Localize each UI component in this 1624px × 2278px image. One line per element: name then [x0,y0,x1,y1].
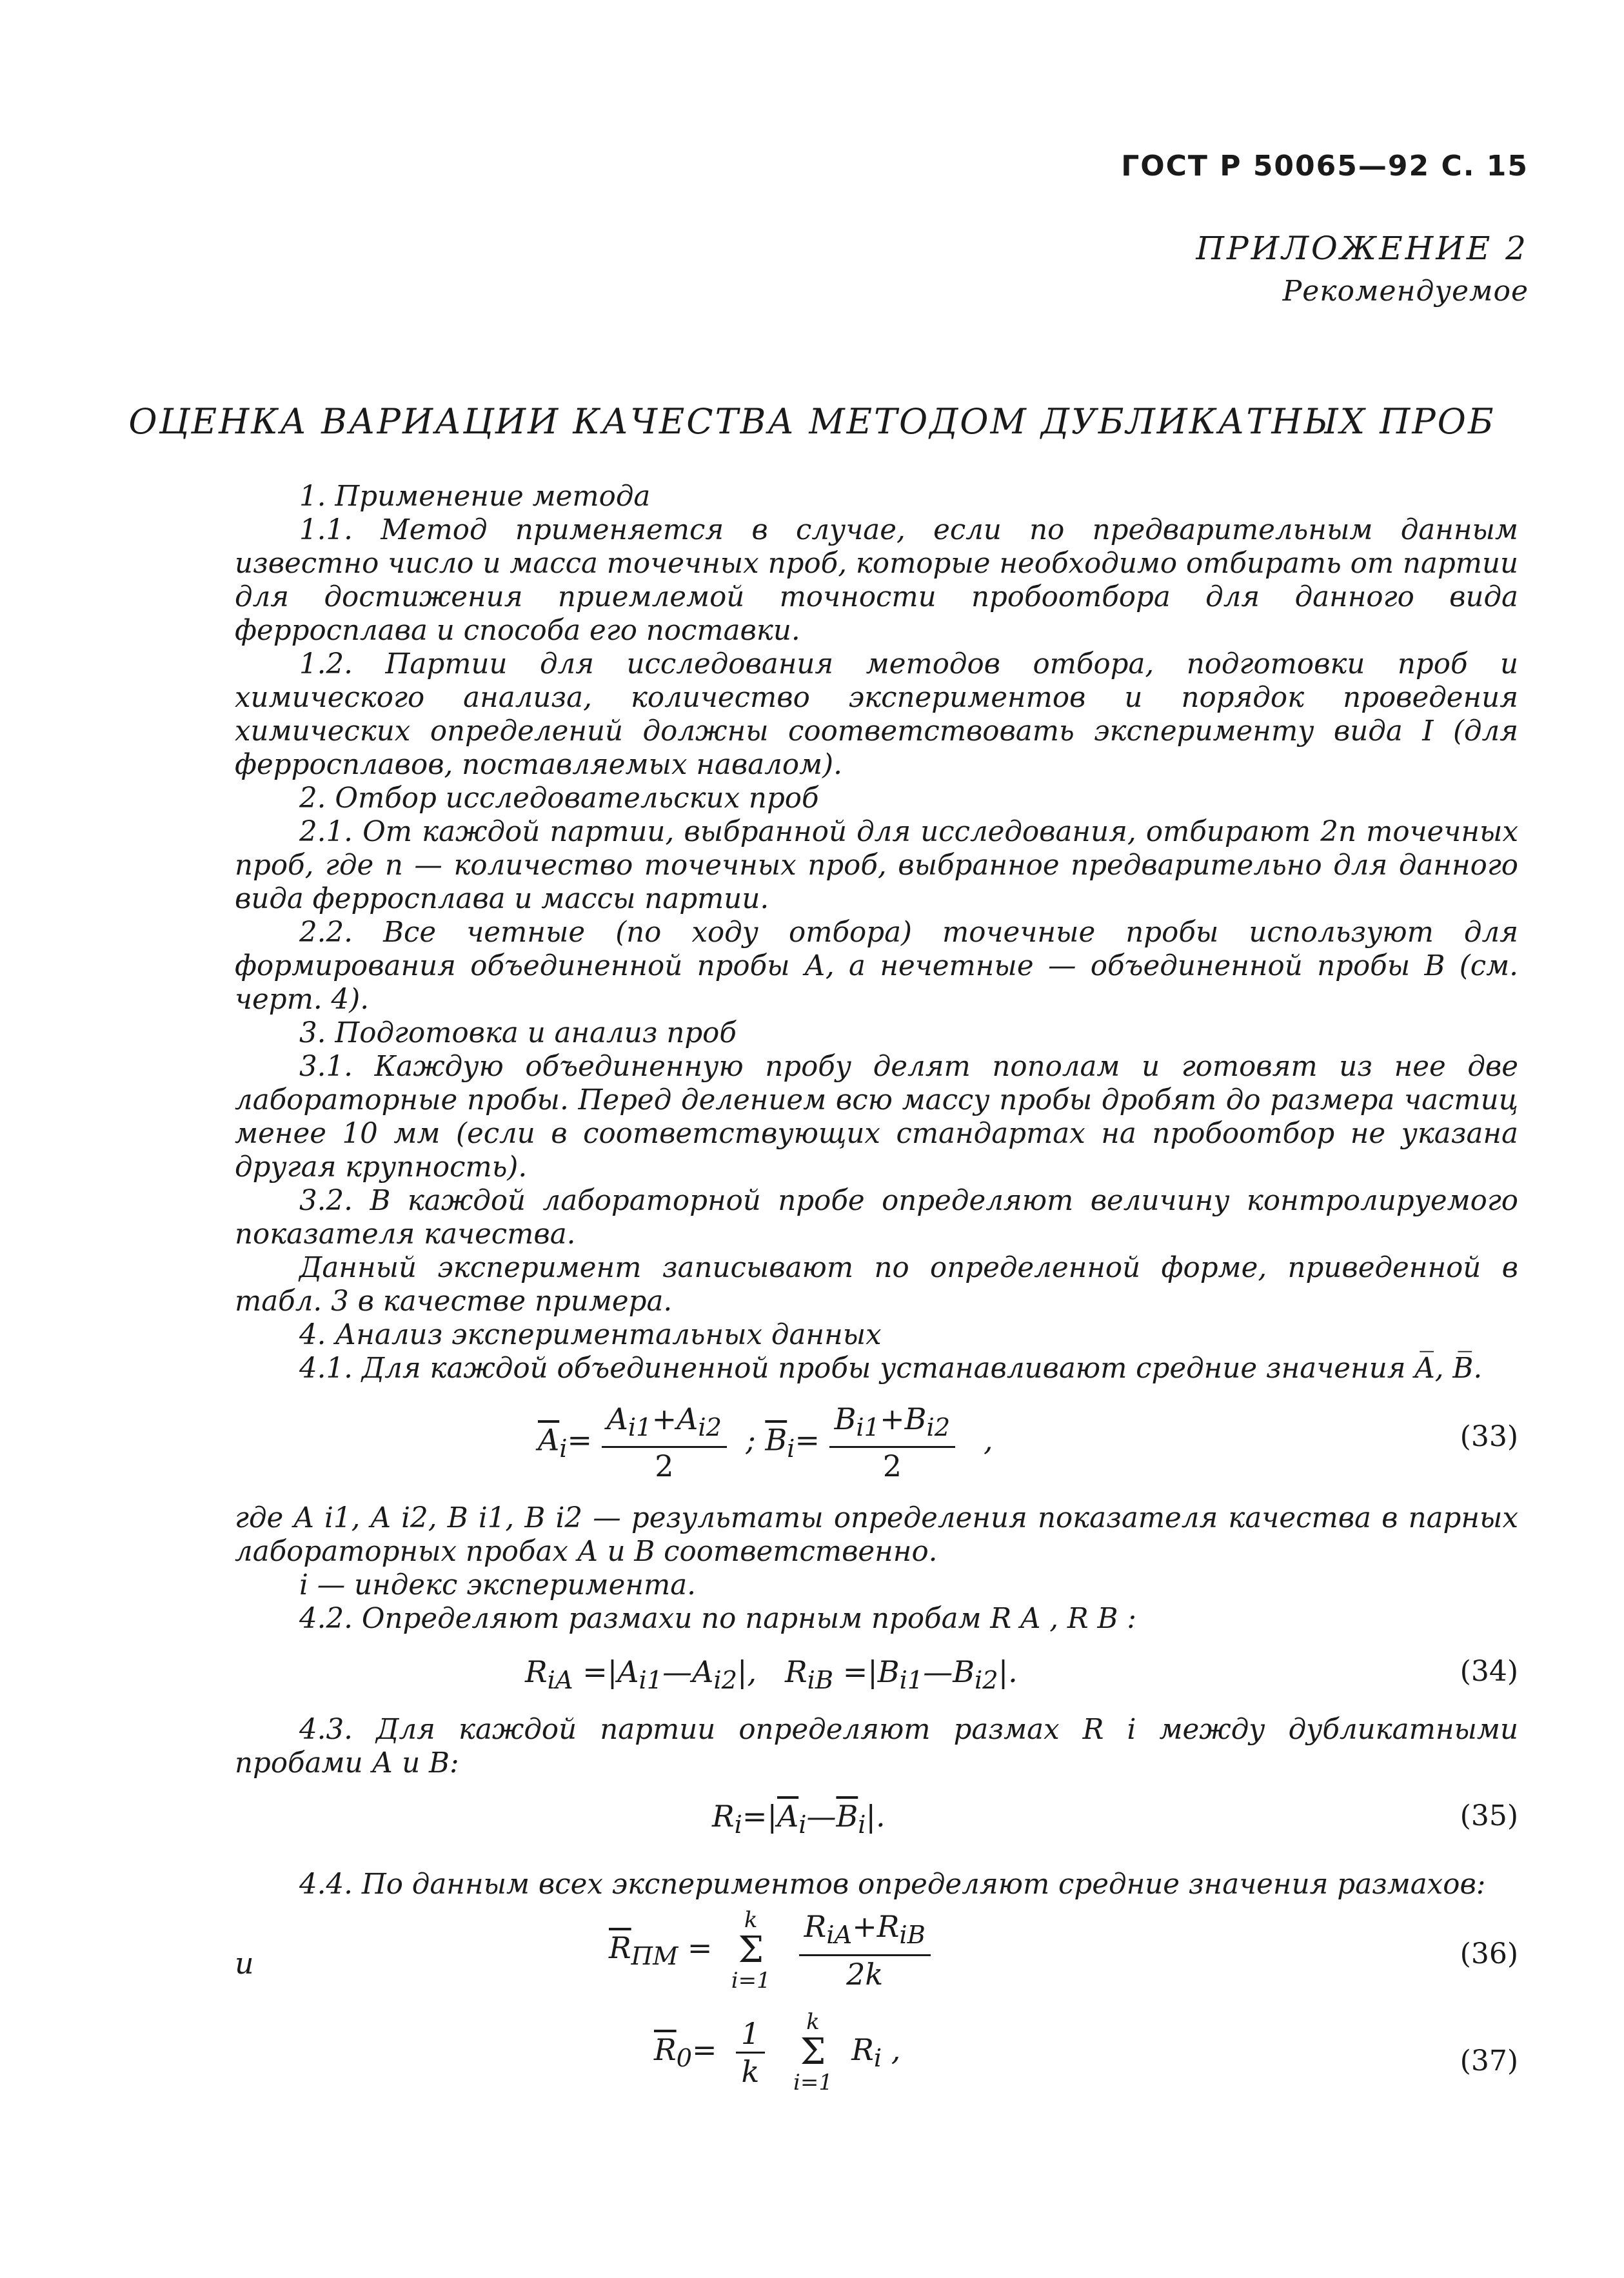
section-heading-2: 2. Отбор исследовательских проб [299,782,819,815]
paragraph-3-2: 3.2. В каждой лабораторной пробе определяют величину контролируемого показателя качества. [235,1185,1518,1251]
section-heading-4: 4. Анализ экспериментальных данных [299,1319,882,1351]
equation-35-number: (35) [1460,1799,1518,1832]
equation-34-expression: $R_{iA}$ $=|A_{i1}—A_{i2}|$, $R_{iB}$ $=|B_{i1}—B_{i2}|$. [525,1654,1018,1696]
and-word: и [235,1946,254,1981]
equation-35-expression: $R_i=|\overline{A}_i—\overline{B}_i|$. [712,1799,886,1840]
appendix-status: Рекомендуемое [1282,275,1529,308]
paragraph-4-2: 4.2. Определяют размахи по парным пробам R A , R B : [299,1603,1136,1635]
appendix-label: ПРИЛОЖЕНИЕ 2 [1196,230,1529,267]
paragraph-where-33: где A i1, A i2, B i1, B i2 — результаты определения показателя качества в парных лабораторных пробах А и В соответственно. [235,1502,1518,1568]
index-note: i — индекс эксперимента. [299,1569,697,1601]
equation-35 [235,1799,1518,1838]
equation-37-expression: $\overline{R}_0=$ $\frac{1}{k}$ k Σ i=1 $R_i$ , [654,2009,901,2095]
paragraph-4-4: 4.4. По данным всех экспериментов определяют средние значения размахов: [299,1868,1486,1901]
section-heading-1: 1. Применение метода [299,480,651,513]
equation-37 [235,2005,1518,2114]
paragraph-2-2: 2.2. Все четные (по ходу отбора) точечные пробы используют для формирования объединенной пробы А, а нечетные — объединенной пробы В (см. черт. 4). [235,916,1518,1016]
running-head: ГОСТ Р 50065—92 С. 15 [1121,150,1529,183]
document-title: ОЦЕНКА ВАРИАЦИИ КАЧЕСТВА МЕТОДОМ ДУБЛИКАТНЫХ ПРОБ [128,401,1496,442]
equation-33-expression: $\overline{A}_i=$ $\frac{A_{i1}+A_{i2}}{2}$ ; $\overline{B}_i=$ $\frac{B_{i1}+B_{i2}}{2}$ , [538,1401,993,1484]
paragraph-4-1: 4.1. Для каждой объединенной пробы устанавливают средние значения A̅, B̅. [299,1352,1483,1385]
paragraph-1-1: 1.1. Метод применяется в случае, если по предварительным данным известно число и масса точечных проб, которые необходимо отбирать от партии для достижения приемлемой точности пробоотбора для данного вида ферросплава и способа его поставки. [235,514,1518,647]
equation-33-number: (33) [1460,1420,1518,1453]
paragraph-3-1: 3.1. Каждую объединенную пробу делят пополам и готовят из нее две лабораторные пробы. Перед делением всю массу пробы дробят до размера частиц менее 10 мм (если в соответствующих стандартах на пробоотбор не указана другая крупность). [235,1051,1518,1184]
equation-34 [235,1655,1518,1694]
equation-33 [235,1401,1518,1484]
paragraph-2-1: 2.1. От каждой партии, выбранной для исследования, отбирают 2n точечных проб, где n — количество точечных проб, выбранное предварительно для данного вида ферросплава и массы партии. [235,816,1518,915]
paragraph-4-3: 4.3. Для каждой партии определяют размах R i между дубликатными пробами А и В: [235,1714,1518,1779]
document-body [235,480,1518,2114]
paragraph-3-3: Данный эксперимент записывают по определенной форме, приведенной в табл. 3 в качестве примера. [235,1252,1518,1318]
section-heading-3: 3. Подготовка и анализ проб [299,1017,737,1049]
paragraph-1-2: 1.2. Партии для исследования методов отбора, подготовки проб и химического анализа, количество экспериментов и порядок проведения химических определений должны соответствовать эксперименту вида I (для ферросплавов, поставляемых навалом). [235,648,1518,781]
equation-36 [235,1901,1518,2005]
equation-37-number: (37) [1460,2045,1518,2077]
equation-34-number: (34) [1460,1655,1518,1688]
equation-36-number: (36) [1460,1937,1518,1970]
equation-36-expression: $\overline{R}_{ПМ}$ = k Σ i=1 $\frac{R_{iA}+R_{iB}}{2k}$ [609,1908,931,1993]
